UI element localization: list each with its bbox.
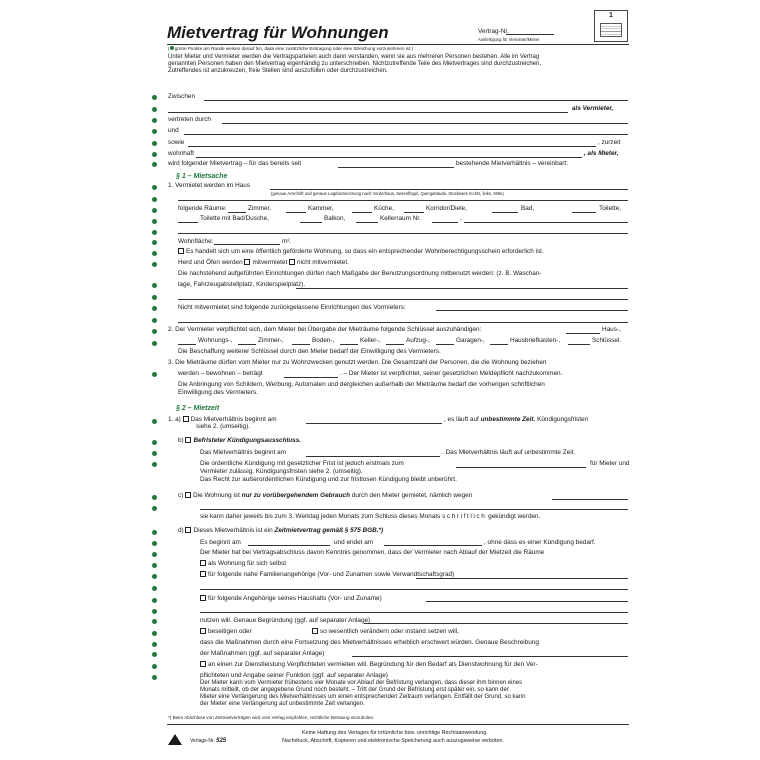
hausbrief-key-label: Hausbriefkasten-, <box>510 337 561 344</box>
kammer-label: Kammer, <box>308 205 334 212</box>
s2-b-kuendigung-field[interactable] <box>456 467 586 468</box>
green-dot-icon <box>152 440 157 445</box>
s1-p1-hint: (genaue Anschrift und genaue Lagebezeichnung nach Vorderhaus, Seitenflügel, Quergebäude, Stockwerk rechts, links, Mitte) <box>271 191 504 196</box>
zurueckgelassen-field[interactable] <box>436 310 628 311</box>
green-dot-icon <box>152 118 157 123</box>
kueche-label: Küche, <box>374 205 394 212</box>
m2-label: m². <box>282 238 292 245</box>
zimmer-label: Zimmer, <box>248 205 272 212</box>
wohnflaeche-field[interactable] <box>214 244 280 245</box>
green-dot-icon <box>152 197 157 202</box>
vermieter-address-field[interactable] <box>168 112 568 113</box>
green-dot-icon <box>152 283 157 288</box>
s2-c-3: sie kann daher jeweils bis zum 3. Werktag jeden Monats zum Schluss dieses Monats <box>200 513 441 520</box>
s2-d-2b: und endet am <box>334 539 374 546</box>
green-dot-icon <box>152 95 157 100</box>
s1-p2: 2. Der Vermieter verpflichtet sich, dem Mieter bei Übergabe der Mieträume folgende Schlüssel auszuhändigen: <box>168 326 482 333</box>
s2-d-row <box>178 527 383 535</box>
s2-d-bold: Zeitmietvertrag gemäß § 575 BGB.*) <box>274 527 384 534</box>
s2-d-veraendern: so wesentlich verändern oder instand setzen will, <box>320 628 459 635</box>
s2-d-opt1-checkbox[interactable] <box>200 560 206 566</box>
s2-d-3: Der Mieter hat bei Vertragsabschluss davon Kenntnis genommen, dass der Vermieter nach Ablauf der Mietzeit die Räume <box>200 549 545 556</box>
green-dot-icon <box>152 262 157 267</box>
s2-b-checkbox[interactable] <box>185 437 191 443</box>
green-dot-icon <box>152 329 157 334</box>
page-title: Mietvertrag für Wohnungen <box>167 23 389 42</box>
s2-c-3-row <box>200 513 540 521</box>
publisher-label: Verlags-Nr. <box>190 738 215 744</box>
vertreten-label: vertreten durch <box>168 116 211 123</box>
s2-d-dienst-row <box>200 661 538 669</box>
s1-p3d: Die Anbringung von Schildern, Werbung, Automaten und dergleichen außerhalb der Mieträume bedarf der vorherigen schriftlichen <box>178 381 545 388</box>
intro-line-2: genannten Personen haben den Mietvertrag eigenhändig zu unterschreiben. Nichtzutreffende Teile des Mietvertrages sind durchzustreichen, <box>168 61 542 67</box>
section-2-heading: § 2 – Mietzeit <box>176 405 220 412</box>
zimmer-key-field[interactable] <box>238 344 256 345</box>
s2-d-opt3-field-2[interactable] <box>200 612 628 613</box>
toilette-count-field[interactable] <box>572 212 596 213</box>
rooms-extra-field-2[interactable] <box>178 233 628 234</box>
s2-b-3: Vermieter zulässig. Kündigungsfristen siehe 2. (umseitig). <box>200 468 363 475</box>
s2-d-2: Es beginnt am <box>200 539 241 546</box>
s2-d-checkbox[interactable] <box>185 527 191 533</box>
copy-label: Ausfertigung für Vermieter/Mieter <box>478 37 540 42</box>
gefoerdert-row <box>178 248 544 256</box>
keller-key-label: Keller-, <box>360 337 381 344</box>
boden-key-field[interactable] <box>292 344 310 345</box>
zimmer-count-field[interactable] <box>228 212 246 213</box>
s2-d-opt3-checkbox[interactable] <box>200 595 206 601</box>
s2-d-dienst-checkbox[interactable] <box>200 661 206 667</box>
green-dot-icon <box>152 141 157 146</box>
green-dot-icon <box>152 107 157 112</box>
aufzug-key-field[interactable] <box>386 344 404 345</box>
green-dot-icon <box>152 541 157 546</box>
wohnhaft-field[interactable] <box>196 157 582 158</box>
s2-c-schriftlich: schriftlich <box>442 513 487 520</box>
s2-c-1: Die Wohnung ist <box>193 492 240 499</box>
green-dot-icon <box>152 664 157 669</box>
s2-c-4: gekündigt werden. <box>488 513 541 520</box>
schluessel-label: Schlüssel. <box>592 337 622 344</box>
s2-b-2b: für Mieter und <box>590 460 630 467</box>
zurzeit-label: , zurzeit <box>598 139 621 146</box>
s2-d-opt1: als Wohnung für sich selbst <box>208 560 287 567</box>
green-dot-icon <box>152 219 157 224</box>
zwischen-label: Zwischen <box>168 93 195 100</box>
green-dot-icon <box>152 675 157 680</box>
green-dot-icon <box>152 462 157 467</box>
s2-c-grund-field-2[interactable] <box>200 509 628 510</box>
balkon-count-field[interactable] <box>300 222 322 223</box>
intro-line-3: Zutreffendes ist anzukreuzen, freie Stellen sind auszufüllen oder durchzustreichen. <box>168 68 388 74</box>
green-dot-icon <box>152 619 157 624</box>
green-dot-icon <box>152 631 157 636</box>
green-dot-icon <box>152 652 157 657</box>
s2-a-begin-field[interactable] <box>306 423 442 424</box>
toilette-label: Toilette, <box>599 205 622 212</box>
s2-c-2: durch den Mieter gemietet, nämlich wegen <box>351 492 473 499</box>
gefoerdert-label: Es handelt sich um eine öffentlich geförderte Wohnung, so dass ein entsprechender Wohnberechtigungsschein erforderlich ist. <box>186 248 544 255</box>
green-dot-icon <box>152 495 157 500</box>
nicht-mitvermietet-label: nicht mitvermietet. <box>297 259 349 266</box>
toilette-bad-count-field[interactable] <box>178 222 198 223</box>
s2-d-f1: Der Mieter kann vom Vermieter frühestens vier Monate vor Ablauf der Befristung verlangen, dass dieser ihm binnen eines <box>200 680 523 686</box>
s2-d-opt2-field[interactable] <box>416 578 628 579</box>
zurueckgelassen-label: Nicht mitvermietet sind folgende zurückgelassene Einrichtungen des Vormieters: <box>178 304 406 311</box>
green-dot-icon <box>152 609 157 614</box>
s2-d-opt1-row <box>200 560 286 568</box>
s1-p3c: . – Der Mieter ist verpflichtet, seiner gesetzlichen Meldepflicht nachzukommen. <box>340 370 563 377</box>
s2-b-2: Die ordentliche Kündigung mit gesetzlicher Frist ist jedoch erstmals zum <box>200 460 404 467</box>
gefoerdert-checkbox[interactable] <box>178 248 184 254</box>
dot-note-row: ( grüne Punkte am Rande weisen darauf hin, dass eine zusätzliche Eintragung oder eine Streichung vorzunehmen ist.) <box>168 46 414 51</box>
wohnhaft-label: wohnhaft <box>168 150 194 157</box>
und-label: und <box>168 127 179 134</box>
s2-d-mass1: dass die Maßnahmen durch eine Fortsetzung des Mietverhältnisses erheblich erschwert würden. Genaue Beschreibung <box>200 639 539 646</box>
als-mieter-label: , als Mieter, <box>584 150 619 157</box>
einrichtungen-line-1: Die nachstehend aufgeführten Einrichtungen dürfen nach Maßgabe der Benutzungsordnung mitbenutzt werden: (z. B. Waschan- <box>178 270 542 277</box>
mieter2-name-field[interactable] <box>188 146 596 147</box>
green-dot-icon <box>152 419 157 424</box>
s2-d-f4: der Mieter eine Verlängerung auf unbestimmte Zeit verlangen. <box>200 701 365 707</box>
s1-p3a: 3. Die Mieträume dürfen vom Mieter nur zu Wohnzwecken genutzt werden. Die Gesamtzahl der Personen, die die Wohnung beziehen <box>168 359 547 366</box>
s2-a-checkbox[interactable] <box>183 416 189 422</box>
s2-c-row <box>178 492 472 500</box>
bad-count-field[interactable] <box>492 212 518 213</box>
s2-b-head: Befristeter Kündigungsausschluss. <box>193 437 302 444</box>
s2-d-dienst1: an einen zur Dienstleistung Verpflichteten vermieten will. Begründung für den Bedarf als Dienstwohnung für den Ver- <box>208 661 538 668</box>
boden-key-label: Boden-, <box>312 337 335 344</box>
s2-a-tail <box>444 416 588 424</box>
green-dot-icon <box>152 152 157 157</box>
schluessel-key-field[interactable] <box>568 344 590 345</box>
green-dot-icon <box>152 642 157 647</box>
s2-d-opt3-field[interactable] <box>426 601 628 602</box>
balkon-label: Balkon, <box>324 215 346 222</box>
s2-a-2: siehe 2. (umseitig). <box>196 423 250 430</box>
s2-d-opt3: für folgende Angehörige seines Haushalts (Vor- und Zuname) <box>208 595 382 602</box>
s2-d-label: d) <box>178 527 184 534</box>
beschaffung-text: Die Beschaffung weiterer Schlüssel durch den Mieter bedarf der Einwilligung des Vermieters. <box>178 348 441 355</box>
s2-b-1: Das Mietverhältnis beginnt am <box>200 449 286 456</box>
einrichtungen-field-2[interactable] <box>178 299 628 300</box>
vermieter-name-field[interactable] <box>204 100 628 101</box>
als-vermieter-label: als Vermieter, <box>572 105 614 112</box>
s2-d-f2: Monats mitteilt, ob der angegebene Grund noch besteht. – Tritt der Grund der Befristung erst später ein, so kann der <box>200 687 509 693</box>
s2-c-grund-field[interactable] <box>552 499 628 500</box>
s2-d-beseitigen-row <box>200 628 252 636</box>
footnote: *) Beim Abschluss von Zeitmietverträgen wird vom Verlag empfohlen, rechtliche Beratung einzuholen. <box>168 715 375 720</box>
wohnungs-key-field[interactable] <box>178 344 196 345</box>
garagen-key-label: Garagen-, <box>456 337 485 344</box>
green-dot-icon <box>152 318 157 323</box>
green-dot-icon <box>152 162 157 167</box>
green-dot-icon <box>152 563 157 568</box>
kammer-count-field[interactable] <box>286 212 306 213</box>
green-dot-icon <box>152 530 157 535</box>
bestehend-seit-field[interactable] <box>338 167 454 168</box>
green-dot-icon <box>152 598 157 603</box>
kueche-count-field[interactable] <box>352 212 372 213</box>
einrichtungen-line-2: lage, Fahrzeugabstellplatz, Kinderspielplatz). <box>178 281 306 288</box>
green-dot-icon <box>152 129 157 134</box>
s1-p1: 1. Vermietet werden im Haus <box>168 182 251 189</box>
s2-d-beseitigen: beseitigen oder <box>208 628 252 635</box>
green-dot-icon <box>152 306 157 311</box>
wohnflaeche-label: Wohnfläche: <box>178 238 214 245</box>
kellerraum-label: Kellerraum Nr. <box>380 215 421 222</box>
nicht-mitvermietet-checkbox[interactable] <box>289 259 295 265</box>
keller-key-field[interactable] <box>340 344 358 345</box>
s1-p3b: werden – bewohnen – beträgt <box>178 370 263 377</box>
s2-b-row <box>178 437 301 445</box>
green-dot-icon <box>152 341 157 346</box>
sowie-label: sowie <box>168 139 185 146</box>
green-dot-icon <box>152 185 157 190</box>
green-dot-icon <box>170 46 174 50</box>
footer-liability: Keine Haftung des Verlages für irrtümliche bzw. unrichtige Rechtsanwendung. <box>302 730 488 736</box>
s2-b-4: Das Recht zur außerordentlichen Kündigung und zur fristlosen Kündigung bleibt unberührt. <box>200 476 457 483</box>
herd-label: Herd und Öfen werden <box>178 259 243 266</box>
s2-b-begin-field[interactable] <box>306 456 440 457</box>
mitvermietet-checkbox[interactable] <box>244 259 250 265</box>
s2-d-veraendern-checkbox[interactable] <box>312 628 318 634</box>
bestehende-label: bestehende Mietverhältnis – vereinbart: <box>456 160 568 167</box>
publisher-row <box>190 738 226 746</box>
page-number: 1 <box>609 12 613 19</box>
s2-d-begin-field[interactable] <box>248 545 330 546</box>
s2-d-beseitigen-checkbox[interactable] <box>200 628 206 634</box>
green-dot-icon <box>152 230 157 235</box>
s2-d-1: Dieses Mietverhältnis ist ein <box>193 527 273 534</box>
green-dot-icon <box>152 240 157 245</box>
kellerraum-count-field[interactable] <box>356 222 378 223</box>
aufzug-key-label: Aufzug-, <box>406 337 430 344</box>
intro-line-1: Unter Mieter und Vermieter werden die Vertragsparteien auch dann verstanden, wenn sie aus mehreren Personen bestehen. Alle im Vertrag <box>168 54 540 60</box>
s2-d-end-field[interactable] <box>384 545 482 546</box>
comma-sep: , <box>460 215 462 222</box>
vertreten-field[interactable] <box>222 123 628 124</box>
publisher-number: 525 <box>216 738 227 744</box>
personen-count-field[interactable] <box>284 377 338 378</box>
s2-c-label: c) <box>178 492 184 499</box>
zurueckgelassen-field-2[interactable] <box>178 322 628 323</box>
toilette-bad-label: Toilette mit Bad/Dusche, <box>200 215 269 222</box>
green-dot-icon <box>152 451 157 456</box>
folgender-label: wird folgender Mietvertrag – für das bereits seit <box>168 160 302 167</box>
s2-d-f3: Mieter eine Verlängerung des Mietverhältnisses um einen entsprechenden Zeitraum verlangen. Entfällt der Grund, so kann <box>200 694 526 700</box>
s2-c-checkbox[interactable] <box>185 492 191 498</box>
s2-d-opt2-field-2[interactable] <box>200 589 628 590</box>
s2-d-opt2: für folgende nahe Familienangehörige (Vor- und Zunamen sowie Verwandtschaftsgrad) <box>208 571 455 578</box>
green-dot-icon <box>152 552 157 557</box>
s2-a-label: 1. a) <box>168 416 181 423</box>
green-dot-icon <box>152 574 157 579</box>
haus-key-label: Haus-, <box>602 326 621 333</box>
s2-d-dienst2: pflichteten und Angabe seiner Funktion (ggf. auf separater Anlage) <box>200 672 388 679</box>
s2-a-text: Das Mietverhältnis beginnt am <box>190 416 277 423</box>
form-pad-icon <box>600 23 622 37</box>
green-dot-icon <box>152 372 157 377</box>
mieter-name-field[interactable] <box>184 134 628 135</box>
green-dot-icon <box>152 251 157 256</box>
section-1-heading: § 1 – Mietsache <box>176 173 228 180</box>
hausbrief-key-field[interactable] <box>490 344 508 345</box>
contract-no-label: Vertrag-Nr. <box>478 28 509 35</box>
zimmer-key-label: Zimmer-, <box>258 337 284 344</box>
einrichtungen-field[interactable] <box>296 288 628 289</box>
green-dot-icon <box>152 295 157 300</box>
s2-a-bold: unbestimmte Zeit. <box>480 416 536 423</box>
s2-d-mass-field[interactable] <box>352 656 628 657</box>
s2-d-opt2-checkbox[interactable] <box>200 571 206 577</box>
s2-a-end: Kündigungsfristen <box>537 416 589 423</box>
herd-row <box>178 259 349 267</box>
kellerraum-nr-field[interactable] <box>432 222 458 223</box>
garagen-key-field[interactable] <box>436 344 454 345</box>
korridor-label: Korridor/Diele, <box>426 205 467 212</box>
rooms-extra-field[interactable] <box>464 222 628 223</box>
s1-p3e: Einwilligung des Vermieters. <box>178 389 258 396</box>
s2-d-opt3-row <box>200 595 382 603</box>
s2-d-nutzen-field[interactable] <box>364 623 628 624</box>
green-dot-icon <box>152 208 157 213</box>
mitvermietet-label: mitvermietet <box>252 259 288 266</box>
page-number-box <box>594 10 628 42</box>
s2-d-2c: , ohne dass es einer Kündigung bedarf. <box>484 539 596 546</box>
s2-b-label: b) <box>178 437 184 444</box>
s2-d-nutzen: nutzen will. Genaue Begründung (ggf. auf separater Anlage) <box>200 617 371 624</box>
publisher-logo-icon <box>168 734 182 745</box>
green-dot-icon <box>152 586 157 591</box>
haus-field-2[interactable] <box>178 200 628 201</box>
footer-copyright: Nachdruck, Abschrift, Kopieren und elektronische Speicherung auch auszugsweise verboten. <box>282 738 505 744</box>
s2-a-mid: , es läuft auf <box>444 416 479 423</box>
dot-note: grüne Punkte am Rande weisen darauf hin, dass eine zusätzliche Eintragung oder eine Streichung vorzunehmen ist. <box>174 46 412 51</box>
s2-d-mass2: der Maßnahmen (ggf. auf separater Anlage) <box>200 650 325 657</box>
wohnungs-key-label: Wohnungs-, <box>198 337 233 344</box>
green-dot-icon <box>152 506 157 511</box>
korridor-count-field[interactable] <box>404 212 424 213</box>
haus-key-field[interactable] <box>566 333 600 334</box>
s2-d-veraendern-row <box>312 628 459 636</box>
bad-label: Bad, <box>521 205 535 212</box>
rooms-label: folgende Räume: <box>178 205 227 212</box>
s2-c-bold: nur zu vorübergehendem Gebrauch <box>241 492 350 499</box>
s2-b-1b: . Das Mietverhältnis läuft auf unbestimmte Zeit. <box>442 449 576 456</box>
